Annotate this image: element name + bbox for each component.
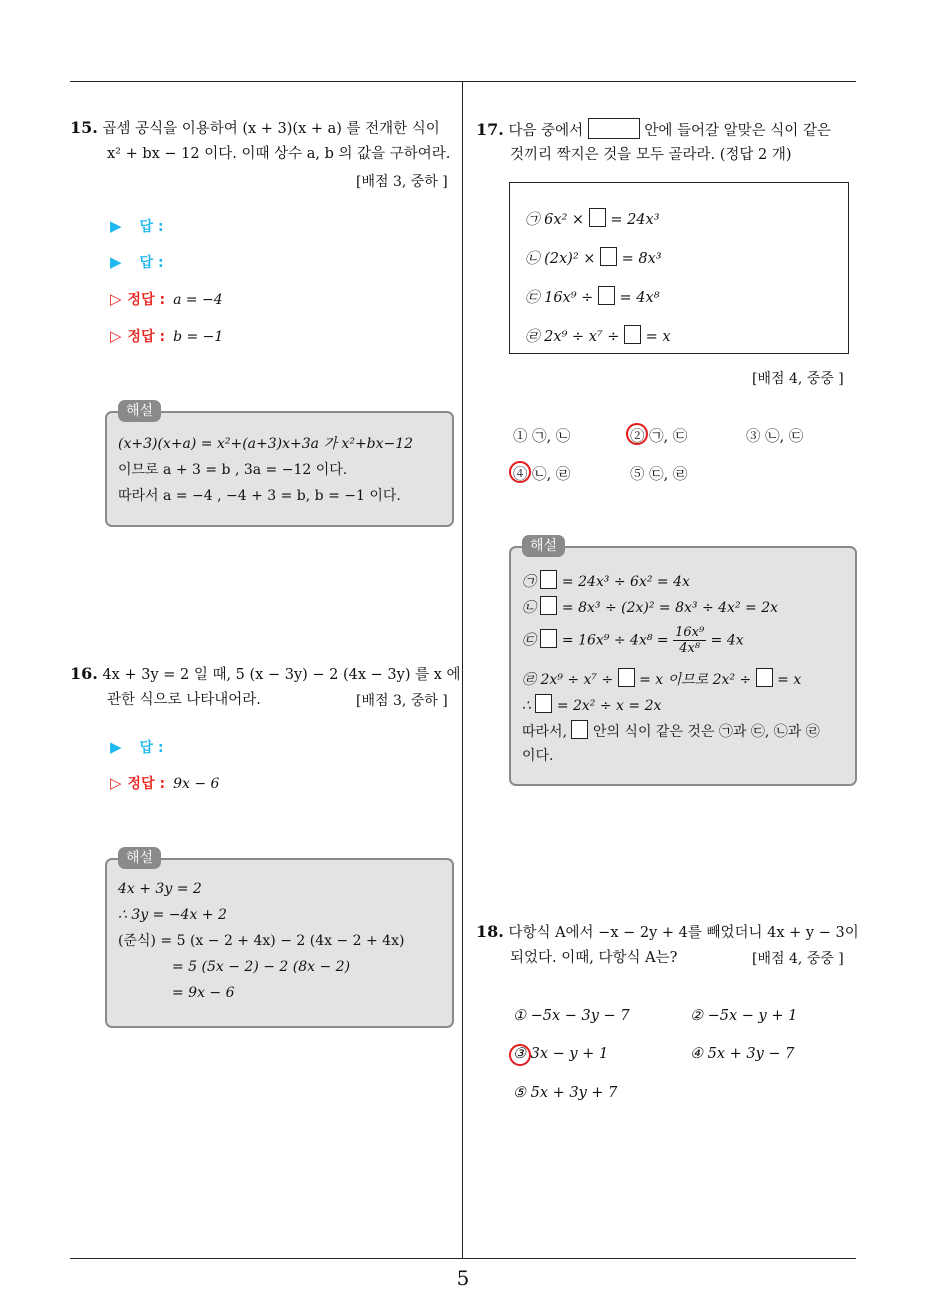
q15-correct-row-1 — [110, 289, 223, 309]
q17-line2: 것끼리 짝지은 것을 모두 골라라. (정답 2 개) — [510, 147, 792, 163]
exp-text: = 2x² ÷ x = 2x — [556, 698, 662, 714]
q18-option-2[interactable]: ② −5x − y + 1 — [690, 1008, 798, 1024]
box-item-1-left: ㉠ 6x² × — [525, 212, 585, 228]
answer-blank — [540, 629, 557, 648]
exp-text: = 8x³ ÷ (2x)² = 8x³ ÷ 4x² = 2x — [561, 600, 778, 616]
correct-label: 정답 : — [127, 776, 166, 792]
exp-text: 따라서, — [522, 724, 568, 740]
exp-marker: ㉠ — [522, 574, 536, 590]
box-item-2-left: ㉡ (2x)² × — [525, 251, 596, 267]
q15-text-1: 곱셈 공식을 이용하여 (x + 3)(x + a) 를 전개한 식이 — [102, 121, 440, 137]
box-item-3-left: ㉢ 16x⁹ ÷ — [525, 290, 594, 306]
q17-box-item-2 — [525, 247, 662, 269]
q15-line1 — [70, 118, 440, 139]
q18-points: [배점 4, 중중 ] — [752, 951, 844, 967]
answer-blank — [540, 596, 557, 615]
answer-label: 답 : — [139, 219, 164, 235]
selected-answer-circle-icon — [509, 461, 531, 483]
q16-number: 16. — [70, 664, 98, 683]
q17-box-item-4 — [525, 325, 671, 347]
correct-label: 정답 : — [127, 292, 166, 308]
q17-exp-line4 — [522, 668, 801, 690]
q17-text-1b: 안에 들어갈 알맞은 식이 같은 — [644, 123, 831, 139]
q17-option-5[interactable]: ⑤ ㉢, ㉣ — [630, 467, 688, 483]
q17-exp-line1 — [522, 570, 690, 592]
q18-line2: 되었다. 이때, 다항식 A는? — [510, 950, 678, 966]
q17-line1 — [476, 118, 831, 141]
q16-points: [배점 3, 중하 ] — [356, 693, 448, 709]
q18-option-4[interactable]: ④ 5x + 3y − 7 — [690, 1046, 795, 1062]
outline-triangle-icon: ▷ — [110, 774, 122, 792]
play-triangle-icon: ▶ — [110, 217, 122, 235]
play-triangle-icon: ▶ — [110, 738, 122, 756]
q18-option-1[interactable]: ① −5x − 3y − 7 — [513, 1008, 630, 1024]
q17-explanation-tag: 해설 — [522, 535, 565, 557]
q16-exp-line1: 4x + 3y = 2 — [118, 881, 202, 897]
correct-value: a = −4 — [173, 292, 223, 308]
answer-blank — [598, 286, 615, 305]
q16-exp-line2: ∴ 3y = −4x + 2 — [118, 907, 227, 923]
answer-label: 답 : — [139, 255, 164, 271]
fraction-numerator: 16x⁹ — [675, 625, 705, 640]
correct-value: 9x − 6 — [173, 776, 220, 792]
q15-correct-row-2 — [110, 326, 223, 346]
q15-number: 15. — [70, 118, 98, 137]
box-item-4-right: = x — [645, 329, 671, 345]
bottom-rule — [70, 1258, 856, 1259]
selected-answer-circle-icon — [509, 1044, 531, 1066]
q15-explanation-tag: 해설 — [118, 400, 161, 422]
q17-exp-line3 — [522, 625, 744, 656]
box-item-4-left: ㉣ 2x⁹ ÷ x⁷ ÷ — [525, 329, 620, 345]
play-triangle-icon: ▶ — [110, 253, 122, 271]
selected-answer-circle-icon — [626, 423, 648, 445]
outline-triangle-icon: ▷ — [110, 327, 122, 345]
answer-blank — [588, 118, 640, 139]
correct-value: b = −1 — [173, 329, 224, 345]
column-divider — [462, 81, 463, 1258]
exp-text: ㉣ 2x⁹ ÷ x⁷ ÷ — [522, 672, 614, 688]
answer-blank — [618, 668, 635, 687]
exp-text: = 4x — [710, 632, 744, 649]
answer-blank — [600, 247, 617, 266]
q15-exp-line3: 따라서 a = −4 , −4 + 3 = b, b = −1 이다. — [118, 488, 401, 504]
box-item-2-right: = 8x³ — [621, 251, 662, 267]
answer-label: 답 : — [139, 740, 164, 756]
q17-exp-line5 — [522, 694, 661, 716]
exp-marker: ㉡ — [522, 600, 536, 616]
top-rule — [70, 81, 856, 82]
exp-marker: ㉢ — [522, 632, 536, 649]
q16-exp-line4: = 5 (5x − 2) − 2 (8x − 2) — [172, 959, 351, 975]
q15-answer-row-1[interactable] — [110, 216, 164, 236]
answer-blank — [540, 570, 557, 589]
q15-exp-line1: (x+3)(x+a) = x²+(a+3)x+3a 가 x²+bx−12 — [118, 436, 414, 452]
box-item-1-right: = 24x³ — [610, 212, 660, 228]
q17-text-1a: 다음 중에서 — [508, 123, 584, 139]
q17-option-3[interactable]: ③ ㉡, ㉢ — [746, 429, 804, 445]
q17-exp-line2 — [522, 596, 778, 618]
fraction-denominator: 4x⁸ — [679, 641, 701, 656]
answer-blank — [535, 694, 552, 713]
answer-blank — [571, 720, 588, 739]
exp-text: = 16x⁹ ÷ 4x⁸ = — [561, 632, 669, 649]
q18-line1 — [476, 922, 859, 943]
exp-text: = x 이므로 2x² ÷ — [639, 672, 752, 688]
q17-box-item-1 — [525, 208, 660, 230]
correct-label: 정답 : — [127, 329, 166, 345]
q16-answer-row[interactable] — [110, 737, 164, 757]
q17-option-2[interactable]: ② ㉠, ㉢ — [630, 429, 688, 445]
page-number: 5 — [456, 1266, 470, 1290]
q16-text-1: 4x + 3y = 2 일 때, 5 (x − 3y) − 2 (4x − 3y) 를 x 에 — [102, 667, 461, 683]
exp-text: ∴ — [522, 698, 531, 714]
q15-line2: x² + bx − 12 이다. 이때 상수 a, b 의 값을 구하여라. — [107, 146, 451, 162]
q18-text-1: 다항식 A에서 −x − 2y + 4를 빼었더니 4x + y − 3이 — [508, 925, 859, 941]
q15-answer-row-2[interactable] — [110, 252, 164, 272]
q16-explanation-tag: 해설 — [118, 847, 161, 869]
exp-text: = 24x³ ÷ 6x² = 4x — [561, 574, 690, 590]
q15-points: [배점 3, 중하 ] — [356, 174, 448, 190]
answer-blank — [624, 325, 641, 344]
q17-exp-line6 — [522, 720, 820, 742]
q16-line1 — [70, 664, 461, 685]
q18-option-3[interactable]: ③ 3x − y + 1 — [513, 1046, 609, 1062]
q17-number: 17. — [476, 120, 504, 139]
outline-triangle-icon: ▷ — [110, 290, 122, 308]
q17-option-1[interactable]: ① ㉠, ㉡ — [513, 429, 571, 445]
q17-exp-line7: 이다. — [522, 748, 554, 764]
exp-text: = x — [777, 672, 802, 688]
q16-line2: 관한 식으로 나타내어라. — [107, 692, 261, 708]
box-item-3-right: = 4x⁸ — [619, 290, 660, 306]
q16-correct-row — [110, 773, 219, 793]
q17-box-item-3 — [525, 286, 660, 308]
fraction — [673, 625, 706, 656]
q18-option-5[interactable]: ⑤ 5x + 3y + 7 — [513, 1085, 618, 1101]
q17-points: [배점 4, 중중 ] — [752, 371, 844, 387]
answer-blank — [589, 208, 606, 227]
q18-number: 18. — [476, 922, 504, 941]
q17-option-4[interactable]: ④ ㉡, ㉣ — [513, 467, 571, 483]
q16-exp-line5: = 9x − 6 — [172, 985, 235, 1001]
q16-exp-line3: (준식) = 5 (x − 2 + 4x) − 2 (4x − 2 + 4x) — [118, 933, 405, 949]
answer-blank — [756, 668, 773, 687]
exp-text: 안의 식이 같은 것은 ㉠과 ㉢, ㉡과 ㉣ — [592, 724, 820, 740]
q15-exp-line2: 이므로 a + 3 = b , 3a = −12 이다. — [118, 462, 348, 478]
